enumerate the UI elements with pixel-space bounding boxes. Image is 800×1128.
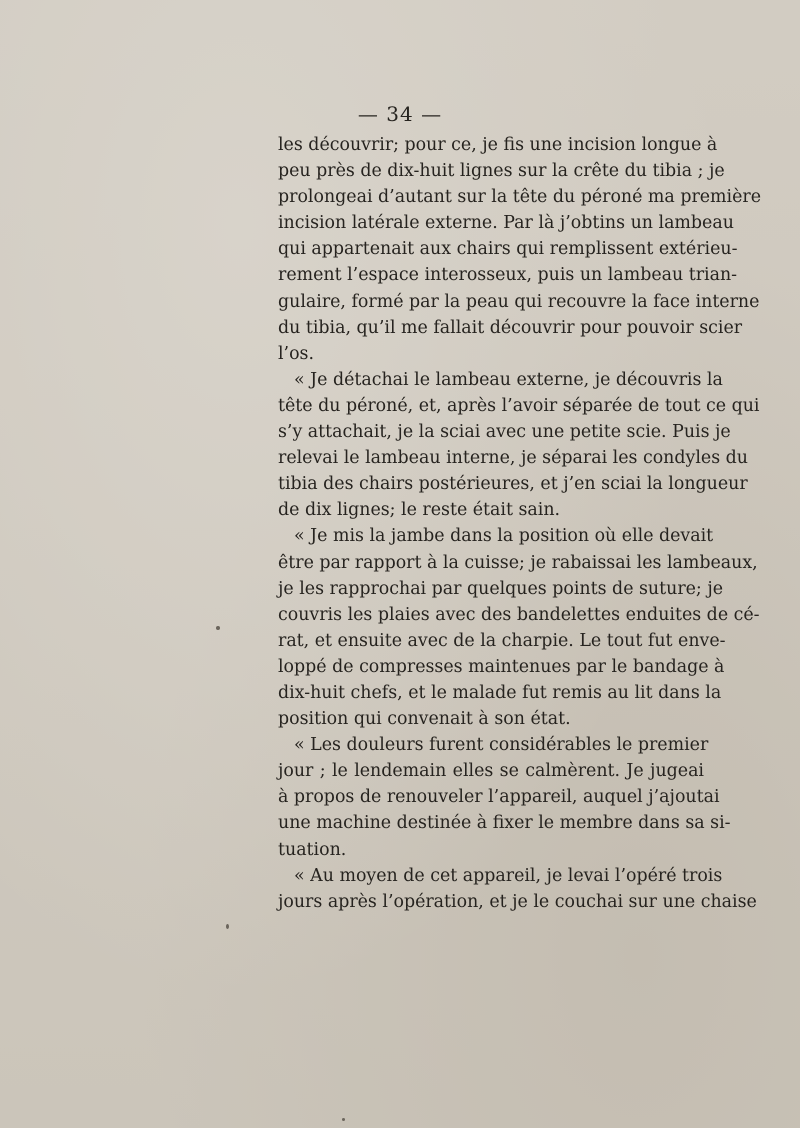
text-line: peu près de dix-huit lignes sur la crête du tibia ; je	[278, 161, 725, 182]
paper-speck	[216, 626, 220, 630]
text-line: les découvrir; pour ce, je fis une incision longue à	[278, 135, 718, 155]
text-line: tête du péroné, et, après l’avoir séparée de tout ce qui	[278, 395, 760, 416]
text-line: tuation.	[278, 839, 347, 860]
text-line: « Les douleurs furent considérables le premier	[294, 735, 709, 756]
text-line: être par rapport à la cuisse; je rabaissai les lambeaux,	[278, 552, 758, 573]
text-line: position qui convenait à son état.	[278, 709, 571, 730]
body-text	[278, 132, 762, 915]
text-line: couvris les plaies avec des bandelettes enduites de cé-	[278, 604, 760, 625]
text-line: s’y attachait, je la sciai avec une petite scie. Puis je	[278, 422, 731, 443]
text-line: qui appartenait aux chairs qui remplissent extérieu-	[278, 239, 738, 260]
text-line: « Au moyen de cet appareil, je levai l’opéré trois	[294, 865, 723, 886]
paper-speck	[226, 924, 229, 929]
text-line: « Je détachai le lambeau externe, je découvris la	[294, 369, 723, 390]
text-line: dix-huit chefs, et le malade fut remis au lit dans la	[278, 682, 722, 703]
text-line: rement l’espace interosseux, puis un lambeau trian-	[278, 265, 738, 286]
text-line: du tibia, qu’il me fallait découvrir pour pouvoir scier	[278, 317, 743, 338]
text-line: « Je mis la jambe dans la position où elle devait	[294, 526, 714, 547]
text-line: gulaire, formé par la peau qui recouvre la face interne	[278, 291, 760, 312]
text-line: relevai le lambeau interne, je séparai les condyles du	[278, 448, 748, 469]
text-line: à propos de renouveler l’appareil, auquel j’ajoutai	[278, 787, 720, 808]
text-line: tibia des chairs postérieures, et j’en sciai la longueur	[278, 474, 748, 495]
page-number: — 34 —	[357, 102, 443, 126]
text-line: jours après l’opération, et je le couchai sur une chaise	[278, 891, 757, 912]
paper-speck	[342, 1118, 345, 1121]
text-line: incision latérale externe. Par là j’obtins un lambeau	[278, 213, 734, 234]
text-line: jour ; le lendemain elles se calmèrent. Je jugeai	[278, 761, 704, 782]
text-line: je les rapprochai par quelques points de suture; je	[278, 578, 723, 599]
text-line: l’os.	[278, 343, 315, 364]
text-line: loppé de compresses maintenues par le bandage à	[278, 656, 725, 677]
text-line: prolongeai d’autant sur la tête du péroné ma première	[278, 187, 762, 208]
text-line: rat, et ensuite avec de la charpie. Le tout fut enve-	[278, 630, 726, 651]
text-line: une machine destinée à fixer le membre dans sa si-	[278, 813, 731, 834]
text-line: de dix lignes; le reste était sain.	[278, 500, 561, 521]
